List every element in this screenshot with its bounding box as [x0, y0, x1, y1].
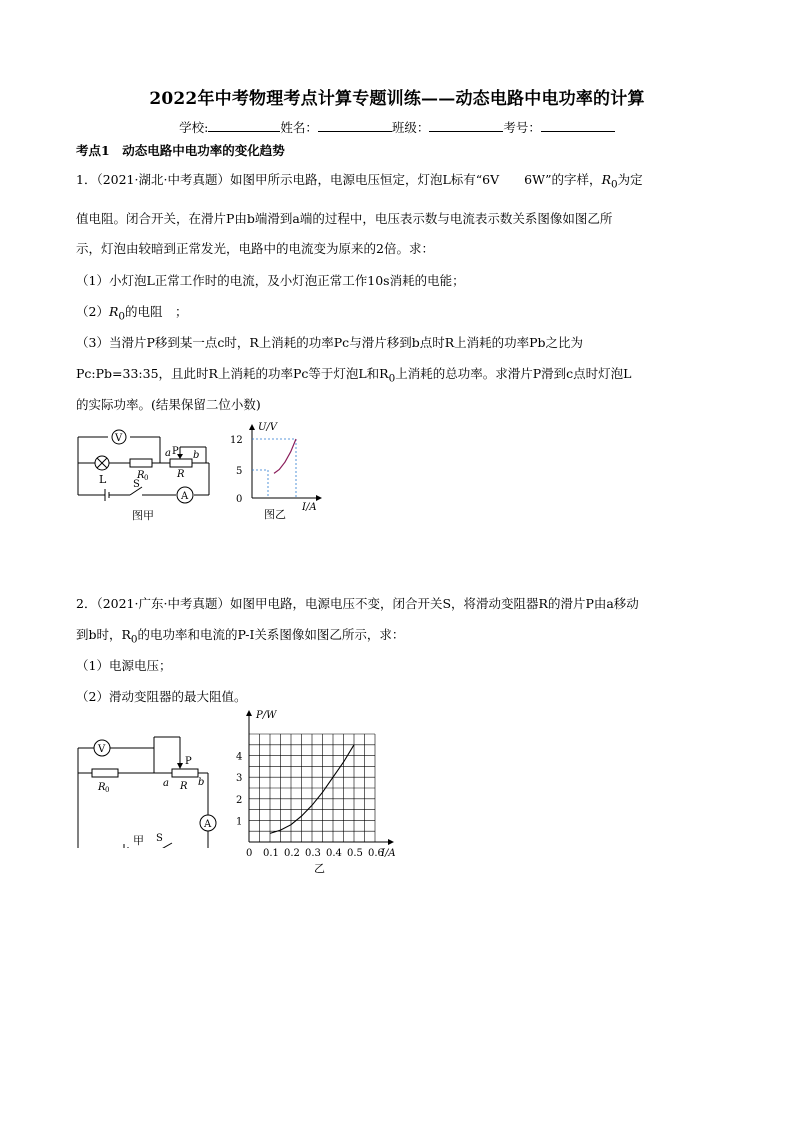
point-b-label: b — [198, 777, 205, 788]
q1-line-2: 值电阻。闭合开关，在滑片P由b端滑到a端的过程中，电压表示数与电流表示数关系图像如图乙所 — [76, 211, 613, 226]
switch-label: S — [133, 479, 140, 490]
rheostat-label: R — [180, 781, 188, 792]
x-tick-label: 0.4 — [326, 848, 342, 859]
slider-p-label: P — [185, 756, 192, 767]
page-title: 2022年中考物理考点计算专题训练——动态电路中电功率的计算 — [149, 89, 645, 109]
fig-caption: 图甲 — [132, 509, 154, 522]
q1-circuit-diagram — [72, 425, 222, 525]
y-tick-label: 1 — [236, 816, 243, 828]
q2-line-1: 2．（2021·广东·中考真题）如图甲电路，电源电压不变，闭合开关S，将滑动变阻器R的滑片P由a移动 — [76, 596, 639, 611]
student-info-line — [0, 118, 794, 136]
point-b-label: b — [193, 450, 200, 461]
x-axis-label: I/A — [381, 848, 396, 859]
q1-part-1: （1）小灯泡L正常工作时的电流，及小灯泡正常工作10s消耗的电能； — [76, 273, 465, 288]
r0-label: R — [98, 782, 106, 793]
y-tick-5: 5 — [236, 466, 243, 477]
q1-ui-graph — [230, 420, 330, 525]
x-axis-label: I/A — [302, 502, 317, 513]
rheostat-label: R — [177, 469, 185, 480]
ui-curve — [274, 439, 296, 473]
fig-caption: 乙 — [314, 862, 325, 875]
q1-part-2: $(2)R_0$的电阻 ； — [76, 304, 188, 323]
q1-line-3: 示，灯泡由较暗到正常发光，电路中的电流变为原来的2倍。求： — [76, 241, 434, 256]
slider-p-label: P — [172, 446, 179, 457]
fig-caption: 图乙 — [264, 508, 286, 521]
x-tick-label: 0.6 — [368, 848, 384, 859]
y-tick-label: 2 — [236, 794, 243, 806]
y-axis-label: U/V — [258, 422, 278, 433]
q1-line-1: 1．（2021·湖北·中考真题）如图甲所示电路，电源电压恒定，灯泡L标有“6V 6W”的字样，$R_0$为定 — [76, 172, 643, 191]
point-a-label: a — [165, 448, 171, 459]
q2-line-2: 到b时，$R_0$的电功率和电流的P-I关系图像如图乙所示，求： — [76, 627, 405, 646]
name-blank[interactable] — [318, 120, 392, 132]
ammeter-label: A — [181, 491, 189, 502]
y-axis-label: P/W — [256, 710, 277, 721]
x-tick-label: 0.3 — [305, 848, 321, 859]
class-label: 班级： — [391, 120, 430, 135]
q1-part-3: （3）当滑片P移到某一点c时，R上消耗的功率Pc与滑片移到b点时R上消耗的功率Pb之比为 — [76, 335, 584, 350]
y-tick-label: 3 — [236, 773, 243, 785]
school-blank[interactable] — [208, 120, 280, 132]
y-tick-12: 12 — [230, 435, 243, 446]
voltmeter-label: V — [98, 744, 106, 755]
voltmeter-label: V — [115, 433, 123, 444]
x-tick-label: 0 — [246, 848, 253, 859]
q2-part-2: （2）滑动变阻器的最大阻值。 — [76, 689, 247, 704]
q1-line-7: Pc:Pb=33:35，且此时R上消耗的功率Pc等于灯泡L和$R_0$上消耗的总功率。求滑片P滑到c点时灯泡L — [76, 366, 632, 385]
section-heading: 考点1 动态电路中电功率的变化趋势 — [76, 143, 285, 158]
y-tick-label: 4 — [236, 751, 243, 763]
fig-caption: 甲 — [133, 834, 144, 847]
ammeter-label: A — [204, 819, 212, 830]
q2-pi-graph — [232, 708, 402, 878]
y-tick-0: 0 — [236, 494, 243, 505]
name-label: 姓名： — [280, 120, 318, 135]
point-a-label: a — [163, 778, 169, 789]
x-tick-label: 0.2 — [284, 848, 300, 859]
svg-text:0: 0 — [144, 474, 149, 482]
r0-label: R — [137, 470, 145, 481]
lamp-label: L — [99, 473, 107, 486]
switch-label: S — [156, 833, 163, 844]
x-tick-label: 0.1 — [263, 848, 279, 859]
x-tick-label: 0.5 — [347, 848, 363, 859]
school-label: 学校: — [179, 120, 209, 135]
class-blank[interactable] — [429, 120, 503, 132]
exam-no-blank[interactable] — [541, 120, 615, 132]
svg-text:0: 0 — [105, 786, 110, 794]
q2-circuit-diagram — [70, 733, 230, 848]
q2-part-1: （1）电源电压； — [76, 658, 172, 673]
exam-no-label: 考号： — [503, 120, 541, 135]
q1-line-8: 的实际功率。(结果保留二位小数) — [76, 397, 261, 412]
